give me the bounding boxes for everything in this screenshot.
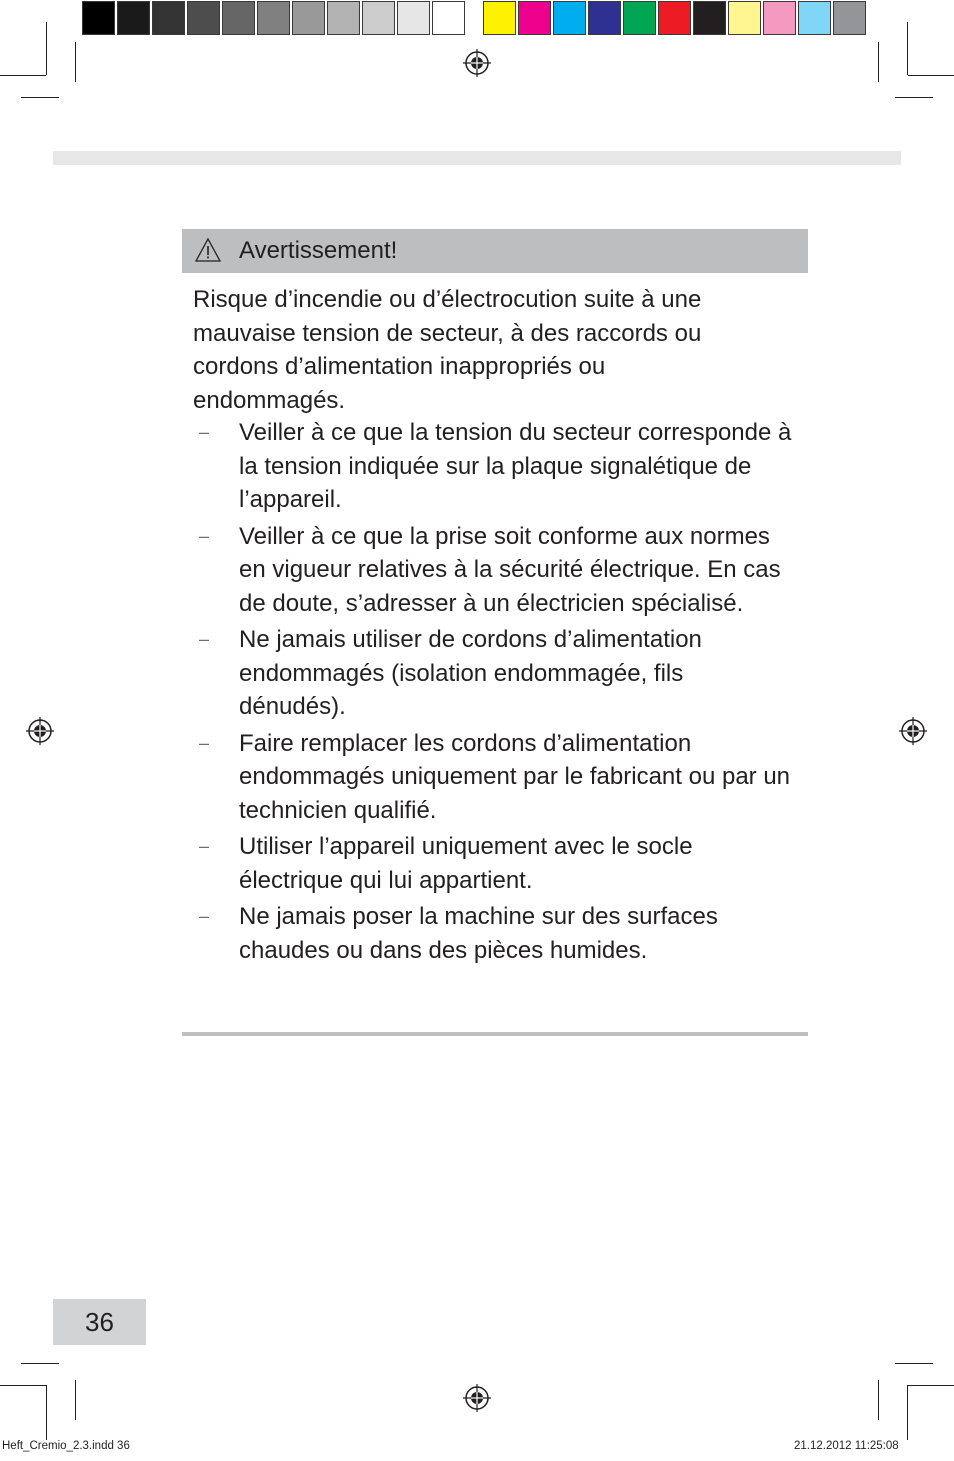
warning-list-item-text: Ne jamais poser la machine sur des surfaces chaudes ou dans des pièces humides.: [239, 903, 718, 964]
crop-mark: [895, 97, 933, 98]
process-color-bar: [483, 1, 868, 37]
crop-mark: [907, 22, 908, 75]
warning-list-item: [193, 520, 793, 621]
crop-mark: [0, 1385, 46, 1386]
color-swatch: [362, 1, 395, 35]
crop-mark: [895, 1363, 933, 1364]
color-swatch: [327, 1, 360, 35]
color-swatch: [432, 1, 465, 35]
color-swatch: [483, 1, 516, 35]
warning-list-item-text: Utiliser l’appareil uniquement avec le socle électrique qui lui appartient.: [239, 833, 693, 894]
warning-title: Avertissement!: [239, 237, 398, 264]
registration-mark-icon: [462, 1383, 492, 1413]
header-band: [53, 151, 901, 165]
color-swatch: [553, 1, 586, 35]
registration-mark-icon: [25, 716, 55, 746]
warning-list-item-text: Veiller à ce que la prise soit conforme aux normes en vigueur relatives à la sécurité électrique. En cas de doute, s’adresser à un électricien spécialisé.: [239, 522, 781, 617]
warning-list-item: [193, 727, 793, 828]
color-swatch: [658, 1, 691, 35]
warning-list-item: [193, 830, 793, 897]
color-swatch: [833, 1, 866, 35]
color-swatch: [588, 1, 621, 35]
color-swatch: [728, 1, 761, 35]
warning-list-item: [193, 623, 793, 724]
crop-mark: [75, 1380, 76, 1420]
dash-bullet: –: [199, 836, 210, 856]
color-swatch: [82, 1, 115, 35]
warning-list-item-text: Veiller à ce que la tension du secteur corresponde à la tension indiquée sur la plaque signalétique de l’appareil.: [239, 419, 792, 513]
crop-mark: [0, 75, 46, 76]
color-swatch: [693, 1, 726, 35]
slug-datetime: 21.12.2012 11:25:08: [794, 1440, 899, 1452]
color-swatch: [798, 1, 831, 35]
warning-list-item-text: Faire remplacer les cordons d’alimentation endommagés uniquement par le fabricant ou par un technicien qualifié.: [239, 729, 791, 824]
color-swatch: [292, 1, 325, 35]
warning-list-item: [193, 900, 793, 967]
dash-bullet: –: [199, 906, 210, 926]
dash-bullet: –: [199, 525, 210, 546]
warning-triangle-icon: [195, 237, 221, 263]
crop-mark: [908, 1385, 954, 1386]
warning-list: [193, 416, 793, 970]
slug-filename: Heft_Cremio_2.3.indd 36: [2, 1440, 130, 1452]
color-swatch: [623, 1, 656, 35]
color-swatch: [222, 1, 255, 35]
crop-mark: [21, 1363, 59, 1364]
registration-mark-icon: [462, 48, 492, 78]
warning-header: [182, 229, 808, 273]
registration-mark-icon: [898, 716, 928, 746]
gray-color-bar: [82, 1, 467, 37]
crop-mark: [46, 22, 47, 75]
color-swatch: [257, 1, 290, 35]
page-number: 36: [85, 1307, 114, 1337]
warning-list-item: [193, 416, 793, 517]
dash-bullet: –: [199, 732, 210, 753]
color-swatch: [117, 1, 150, 35]
crop-mark: [878, 42, 879, 82]
color-swatch: [152, 1, 185, 35]
crop-mark: [907, 1385, 908, 1440]
color-swatch: [187, 1, 220, 35]
crop-mark: [908, 75, 954, 76]
color-swatch: [763, 1, 796, 35]
warning-bottom-rule: [182, 1032, 808, 1036]
warning-list-item-text: Ne jamais utiliser de cordons d’alimentation endommagés (isolation endommagée, fils dénudés).: [239, 626, 702, 720]
color-swatch: [397, 1, 430, 35]
dash-bullet: –: [199, 422, 210, 442]
crop-mark: [75, 42, 76, 82]
dash-bullet: –: [199, 629, 210, 649]
page-number-box: [53, 1299, 146, 1345]
color-swatch: [518, 1, 551, 35]
warning-intro: Risque d’incendie ou d’électrocution suite à une mauvaise tension de secteur, à des raccords ou cordons d’alimentation inappropriés ou endommagés.: [193, 286, 702, 414]
crop-mark: [46, 1385, 47, 1440]
crop-mark: [21, 97, 59, 98]
crop-mark: [878, 1380, 879, 1420]
